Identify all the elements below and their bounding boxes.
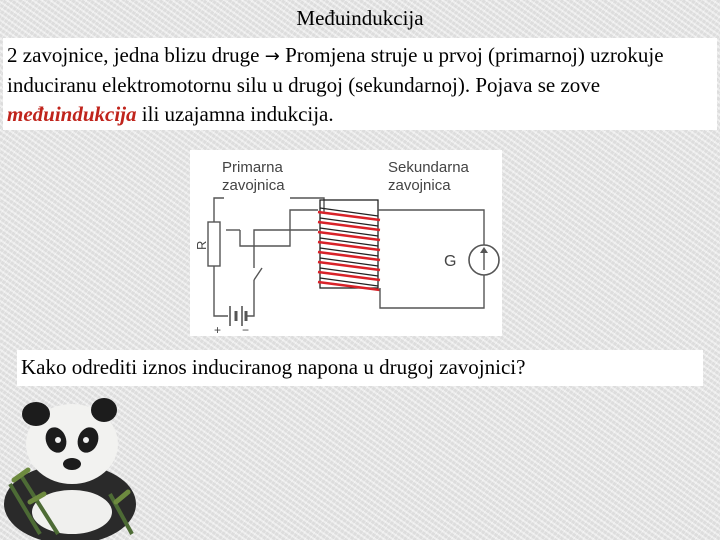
battery-plus-label: + [214, 323, 222, 336]
galvanometer-label: G [444, 253, 457, 270]
slide-title: Međuindukcija [296, 6, 424, 30]
intro-text-part1: 2 zavojnice, jedna blizu druge [7, 43, 265, 67]
mutual-induction-diagram [190, 150, 502, 336]
primary-coil-label-line1: Primarna [222, 159, 283, 176]
secondary-coil-label-line1: Sekundarna [388, 159, 469, 176]
question-text: Kako odrediti iznos induciranog napona u drugoj zavojnici? [21, 355, 526, 379]
secondary-coil-label-line2: zavojnica [388, 177, 451, 194]
resistor-label: R [194, 240, 209, 250]
secondary-circuit [378, 210, 484, 308]
question-box [17, 350, 703, 386]
intro-text-part2: Promjena struje u prvoj (primarnoj) uzrokuje induciranu elektromotornu silu u drugoj (sekundarnoj). Pojava se zove [7, 43, 664, 97]
resistor [208, 222, 220, 266]
primary-coil-label-line2: zavojnica [222, 177, 285, 194]
panda-image [0, 384, 140, 540]
intro-text [3, 38, 717, 129]
primary-coil [318, 212, 380, 290]
highlighted-term: međuindukcija [7, 102, 137, 126]
battery-minus-label: − [242, 323, 250, 336]
intro-text-part3: ili uzajamna indukcija. [136, 102, 334, 126]
primary-circuit [214, 198, 324, 316]
arrow-right-icon: → [264, 46, 280, 67]
intro-box [3, 38, 717, 130]
